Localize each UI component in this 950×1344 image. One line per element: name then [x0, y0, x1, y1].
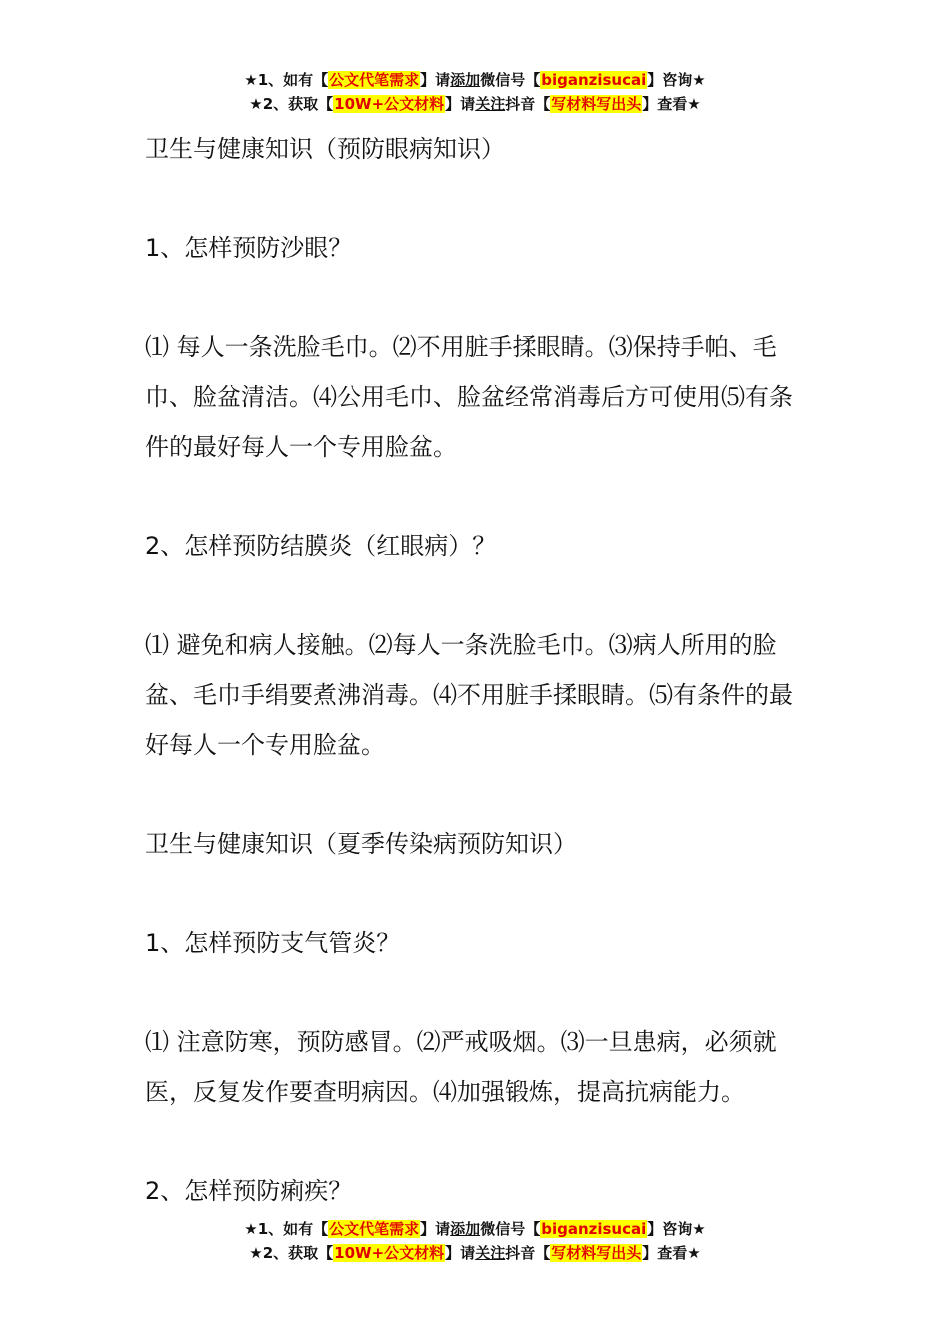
star-icon: ★: [249, 1244, 263, 1262]
question-heading: 1、怎样预防沙眼？: [145, 234, 353, 262]
banner-line-1: [0, 68, 950, 92]
highlight-materials: 10W+公文材料: [334, 95, 445, 113]
banner-text: 】咨询: [647, 71, 693, 89]
highlight-materials: 10W+公文材料: [334, 1244, 445, 1262]
highlight-douyin-account: 写材料写出头: [551, 95, 642, 113]
emphasis-text: 关注: [475, 1244, 506, 1262]
question-heading: 1、怎样预防支气管炎？: [145, 929, 401, 957]
answer-paragraph: ⑴ 注意防寒，预防感冒。⑵严戒吸烟。⑶一旦患病，必须就医，反复发作要查明病因。⑷加强锻炼，提高抗病能力。: [145, 1028, 777, 1106]
emphasis-text: 添加: [450, 1220, 481, 1238]
document-body: [145, 124, 810, 1216]
emphasis-text: 添加: [450, 71, 481, 89]
star-icon: ★: [687, 1244, 701, 1262]
highlight-wechat-id: biganzisucai: [541, 71, 647, 89]
banner-text: 】请: [445, 1244, 476, 1262]
answer-paragraph: ⑴ 每人一条洗脸毛巾。⑵不用脏手揉眼睛。⑶保持手帕、毛巾、脸盆清洁。⑷公用毛巾、脸盆经常消毒后方可使用⑸有条件的最好每人一个专用脸盆。: [145, 333, 793, 461]
header-banner: [0, 68, 950, 116]
question-heading: 2、怎样预防痢疾？: [145, 1177, 353, 1205]
banner-text: 】请: [420, 1220, 451, 1238]
section-title: 卫生与健康知识（预防眼病知识）: [145, 135, 505, 163]
star-icon: ★: [687, 95, 701, 113]
banner-line-2: [0, 92, 950, 116]
highlight-wechat-id: biganzisucai: [541, 1220, 647, 1238]
banner-text: 】请: [420, 71, 451, 89]
answer-paragraph: ⑴ 避免和病人接触。⑵每人一条洗脸毛巾。⑶病人所用的脸盆、毛巾手绢要煮沸消毒。⑷不用脏手揉眼睛。⑸有条件的最好每人一个专用脸盆。: [145, 631, 793, 759]
banner-text: 1、如有【: [257, 1220, 329, 1238]
banner-text: 微信号【: [480, 1220, 541, 1238]
section-title: 卫生与健康知识（夏季传染病预防知识）: [145, 830, 577, 858]
star-icon: ★: [692, 1220, 706, 1238]
highlight-service: 公文代笔需求: [329, 71, 420, 89]
question-heading: 2、怎样预防结膜炎（红眼病）？: [145, 532, 497, 560]
banner-line-2: [0, 1241, 950, 1265]
footer-banner: [0, 1217, 950, 1265]
banner-text: 】查看: [642, 95, 688, 113]
banner-text: 】查看: [642, 1244, 688, 1262]
star-icon: ★: [249, 95, 263, 113]
banner-line-1: [0, 1217, 950, 1241]
banner-text: 微信号【: [480, 71, 541, 89]
banner-text: 1、如有【: [257, 71, 329, 89]
banner-text: 抖音【: [505, 1244, 551, 1262]
highlight-douyin-account: 写材料写出头: [551, 1244, 642, 1262]
banner-text: 】咨询: [647, 1220, 693, 1238]
star-icon: ★: [692, 71, 706, 89]
emphasis-text: 关注: [475, 95, 506, 113]
star-icon: ★: [244, 1220, 258, 1238]
banner-text: 2、获取【: [262, 1244, 334, 1262]
highlight-service: 公文代笔需求: [329, 1220, 420, 1238]
banner-text: 2、获取【: [262, 95, 334, 113]
star-icon: ★: [244, 71, 258, 89]
banner-text: 抖音【: [505, 95, 551, 113]
banner-text: 】请: [445, 95, 476, 113]
